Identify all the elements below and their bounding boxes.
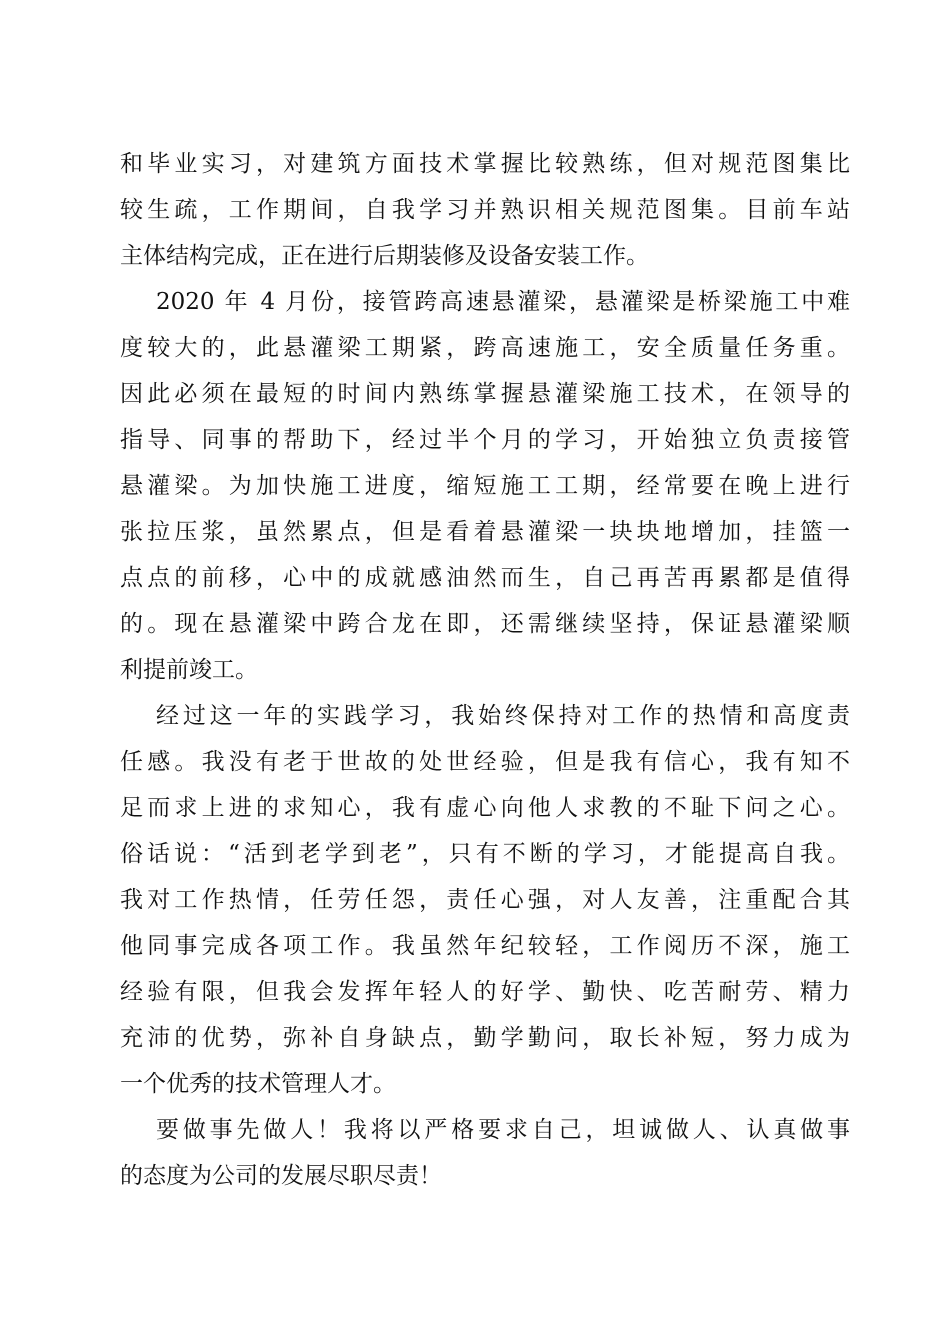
- text-line: 较生疏，工作期间，自我学习并熟识相关规范图集。目前车站: [120, 197, 850, 223]
- text-line: 利提前竣工。: [120, 657, 258, 683]
- text-line: 他同事完成各项工作。我虽然年纪较轻，工作阅历不深，施工: [120, 933, 850, 959]
- text-line: 经过这一年的实践学习，我始终保持对工作的热情和高度责: [156, 703, 850, 729]
- text-line: 悬灌梁。为加快施工进度，缩短施工工期，经常要在晚上进行: [120, 473, 850, 499]
- text-line: 一个优秀的技术管理人才。: [120, 1071, 396, 1097]
- text-line: 点点的前移，心中的成就感油然而生，自己再苦再累都是值得: [120, 565, 850, 591]
- paragraph-3: [120, 693, 850, 1107]
- text-line: 要做事先做人！我将以严格要求自己，坦诚做人、认真做事: [156, 1117, 850, 1143]
- text-line: 充沛的优势，弥补自身缺点，勤学勤问，取长补短，努力成为: [120, 1025, 850, 1051]
- text-line: 俗话说：“活到老学到老”，只有不断的学习，才能提高自我。: [120, 841, 850, 867]
- text-line: 足而求上进的求知心，我有虚心向他人求教的不耻下问之心。: [120, 795, 850, 821]
- text-line: 任感。我没有老于世故的处世经验，但是我有信心，我有知不: [120, 749, 850, 775]
- text-line: 因此必须在最短的时间内熟练掌握悬灌梁施工技术，在领导的: [120, 381, 850, 407]
- text-line: 度较大的，此悬灌梁工期紧，跨高速施工，安全质量任务重。: [120, 335, 850, 361]
- paragraph-2: [120, 279, 850, 693]
- text-line: 的。现在悬灌梁中跨合龙在即，还需继续坚持，保证悬灌梁顺: [120, 611, 850, 637]
- text-line: 的态度为公司的发展尽职尽责！: [120, 1163, 442, 1189]
- paragraph-1: [120, 141, 850, 279]
- text-line: 主体结构完成，正在进行后期装修及设备安装工作。: [120, 243, 649, 269]
- text-line: 指导、同事的帮助下，经过半个月的学习，开始独立负责接管: [120, 427, 850, 453]
- text-line: 我对工作热情，任劳任怨，责任心强，对人友善，注重配合其: [120, 887, 850, 913]
- text-line: 经验有限，但我会发挥年轻人的好学、勤快、吃苦耐劳、精力: [120, 979, 850, 1005]
- text-line: 张拉压浆，虽然累点，但是看着悬灌梁一块块地增加，挂篮一: [120, 519, 850, 545]
- text-line: 2020 年 4 月份，接管跨高速悬灌梁，悬灌梁是桥梁施工中难: [156, 289, 850, 315]
- paragraph-4: [120, 1107, 850, 1199]
- document-body: [120, 141, 850, 1199]
- text-line: 和毕业实习，对建筑方面技术掌握比较熟练，但对规范图集比: [120, 151, 850, 177]
